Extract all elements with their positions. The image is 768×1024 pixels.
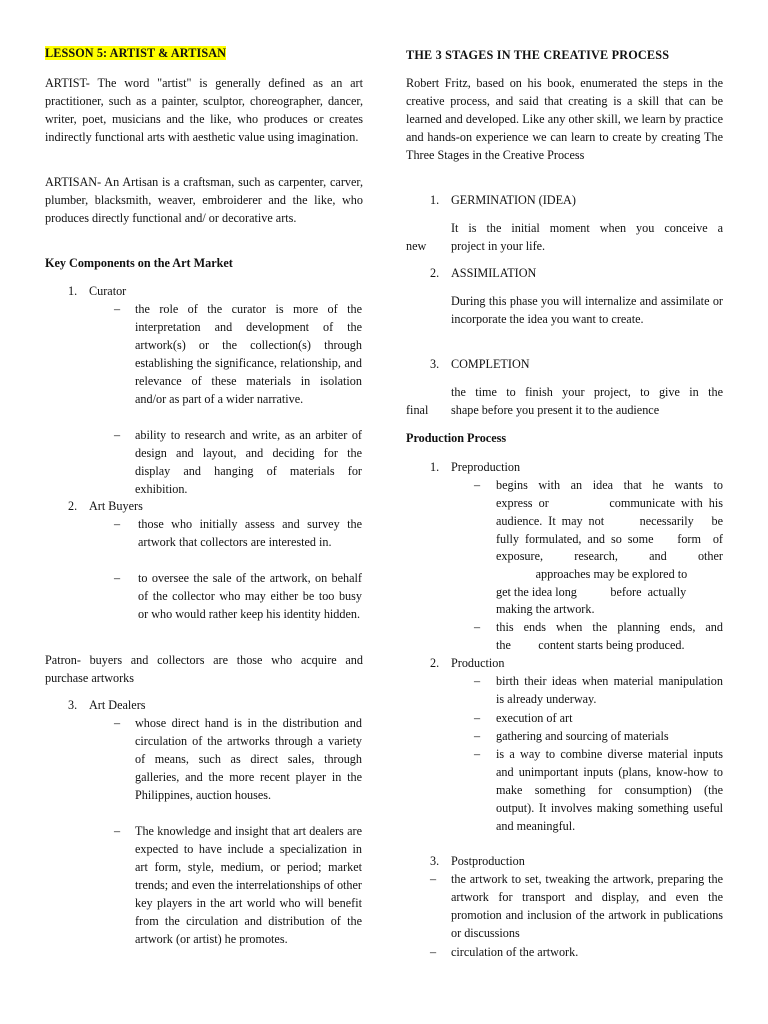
item-label: Curator [89,284,127,298]
bullet-dash: – [114,517,121,531]
bullet-dash: – [114,302,121,316]
bullet-dash: – [114,571,121,585]
item-number: 2. [430,656,440,670]
bullet-dash: – [114,824,121,838]
bullet-text: circulation of the artwork. [451,945,579,959]
item-label: Preproduction [451,460,521,474]
bullet-line: approaches may be explored to [496,567,688,581]
bullet-dash: – [430,945,437,959]
bullet-text: birth their ideas when material manipulation is already underway. [496,674,723,706]
stage-number: 2. [430,266,440,280]
stage-outdent-word: new [406,239,427,253]
production-process-heading: Production Process [406,431,507,445]
bullet-text: ability to research and write, as an arbiter of design and layout, and deciding for the display and hanging of materials for exhibition. [135,428,362,496]
creative-process-title: THE 3 STAGES IN THE CREATIVE PROCESS [406,48,670,62]
key-components-heading: Key Components on the Art Market [45,256,233,270]
item-number: 3. [68,698,78,712]
bullet-dash: – [474,711,481,725]
bullet-dash: – [474,747,481,761]
item-number: 1. [430,460,440,474]
bullet-line: exposure, research, and other [496,549,723,563]
bullet-text: gathering and sourcing of materials [496,729,669,743]
stage-number: 3. [430,357,440,371]
patron-definition: Patron- buyers and collectors are those who acquire and purchase artworks [45,653,363,685]
item-label: Art Buyers [89,499,143,513]
bullet-line: making the artwork. [496,602,595,616]
bullet-text: those who initially assess and survey the artwork that collectors are interested in. [138,517,362,549]
bullet-line: the content starts being produced. [496,638,685,652]
stage-label: COMPLETION [451,357,530,371]
bullet-dash: – [114,716,121,730]
bullet-dash: – [474,620,481,634]
stage-outdent-word: final [406,403,429,417]
stage-text-line: the time to finish your project, to give in the [451,385,723,399]
bullet-dash: – [474,478,481,492]
item-label: Postproduction [451,854,525,868]
item-label: Production [451,656,505,670]
bullet-text: to oversee the sale of the artwork, on behalf of the collector who may either be too busy or who would rather keep his identity hidden. [138,571,362,621]
bullet-line: get the idea long before actually [496,585,687,599]
stage-label: ASSIMILATION [451,266,537,280]
creative-process-intro: Robert Fritz, based on his book, enumerated the steps in the creative process, and said that creating is a skill that can be learned and developed. Like any other skill, we learn by practice and hands-on experience we can learn to create by creating The Three Stages in the Creative Process [406,76,723,162]
stage-text-line: It is the initial moment when you conceive a [451,221,723,235]
bullet-text: the artwork to set, tweaking the artwork, preparing the artwork for transport and display, and even the promotion and inclusion of the artwork in publications or discussions [451,872,723,940]
bullet-text: The knowledge and insight that art dealers are expected to have include a specialization in art form, style, medium, or period; market trends; and even the interrelationships of other key players in the art world who will benefit from the circulation and distribution of the artwork (or artist) he promotes. [135,824,362,946]
stage-label: GERMINATION (IDEA) [451,193,576,207]
bullet-text: whose direct hand is in the distribution and circulation of the artworks through a variety of means, such as direct sales, through galleries, and the more recent player in the Philippines, auction houses. [135,716,362,802]
artist-definition: ARTIST- The word "artist" is generally defined as an art practitioner, such as a painter, sculptor, choreographer, dancer, writer, poet, musicians and the like, who produces or creates indirectly functional arts with aesthetic value using imagination. [45,76,363,144]
bullet-dash: – [114,428,121,442]
stage-text-line: shape before you present it to the audience [451,403,660,417]
stage-text: During this phase you will internalize and assimilate or incorporate the idea you want to create. [451,294,723,326]
bullet-text: the role of the curator is more of the interpretation and development of the artwork(s) or the collection(s) through establishing the significance, relationship, and relevance of these materials in isolation and/or as part of a wider narrative. [135,302,362,406]
bullet-line: express or communicate with his [496,496,723,510]
bullet-line: fully formulated, and so some form of [496,532,723,546]
item-number: 3. [430,854,440,868]
bullet-dash: – [474,674,481,688]
item-number: 1. [68,284,78,298]
bullet-line: this ends when the planning ends, and [496,620,723,634]
stage-number: 1. [430,193,440,207]
lesson-title: LESSON 5: ARTIST & ARTISAN [45,46,227,60]
artisan-definition: ARTISAN- An Artisan is a craftsman, such as carpenter, carver, plumber, blacksmith, weaver, embroiderer and the like, who produces directly functional and/ or decorative arts. [45,175,363,225]
bullet-text: execution of art [496,711,573,725]
bullet-line: begins with an idea that he wants to [496,478,723,492]
item-number: 2. [68,499,78,513]
stage-text-line: project in your life. [451,239,546,253]
bullet-line: audience. It may not necessarily be [496,514,723,528]
bullet-dash: – [474,729,481,743]
bullet-dash: – [430,872,437,886]
item-label: Art Dealers [89,698,146,712]
bullet-text: is a way to combine diverse material inputs and unimportant inputs (plans, know-how to make something for consumption) (the output). It involves making something useful and meaningful. [496,747,723,833]
